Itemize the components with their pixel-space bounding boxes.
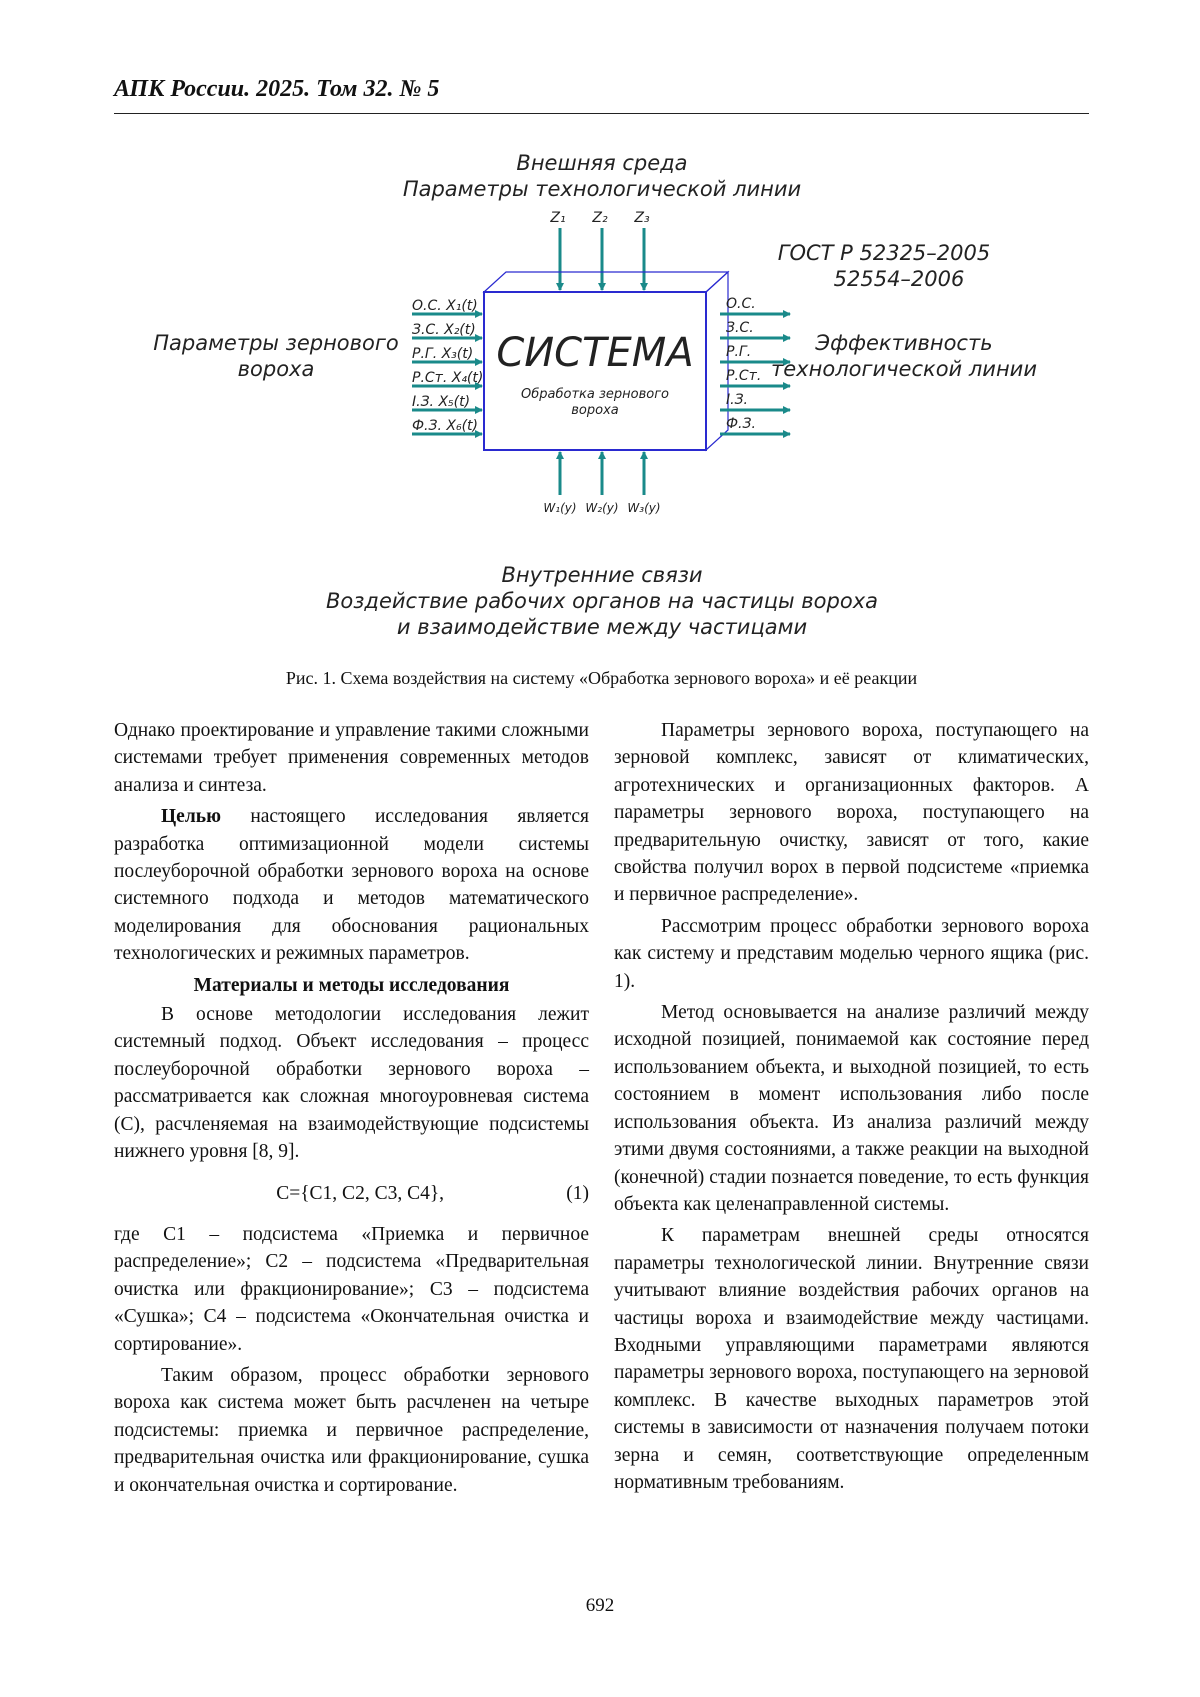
right-output-label: З.С. bbox=[726, 320, 754, 336]
box-subtitle-1: Обработка зернового bbox=[521, 387, 669, 402]
paragraph: Параметры зернового вороха, поступающего на зерновой комплекс, зависят от климатических, агротехнических и организационных факторов. А параметры зернового вороха, поступающего на предварительную очистку, зависят от того, какие свойства получил ворох в первой подсистеме «приемка и первичное распределение». bbox=[614, 720, 1089, 906]
formula-expression: С={С1, С2, С3, С4}, bbox=[276, 1182, 445, 1204]
paragraph: Рассмотрим процесс обработки зернового вороха как систему и представим моделью черного ящика (рис. 1). bbox=[614, 915, 1089, 992]
formula bbox=[114, 1180, 589, 1207]
right-output-label: О.С. bbox=[726, 296, 756, 312]
right-label-1: Эффективность bbox=[815, 331, 993, 355]
bottom-title: Внутренние связи bbox=[501, 563, 703, 587]
left-input-label: З.С. X₂(t) bbox=[412, 322, 476, 338]
right-output-label: Ф.З. bbox=[726, 416, 756, 432]
right-label-2: технологической линии bbox=[771, 357, 1037, 381]
paragraph: где С1 – подсистема «Приемка и первичное распределение»; С2 – подсистема «Предварительная очистка или фракционирование»; С3 – подсистема «Сушка»; С4 – подсистема «Окончательная очистка и сортирование». bbox=[114, 1223, 589, 1355]
left-column bbox=[114, 717, 589, 1503]
bottom-input-label: W₂(y) bbox=[585, 501, 619, 515]
bottom-line-3: и взаимодействие между частицами bbox=[396, 615, 808, 639]
paragraph: Метод основывается на анализе различий между исходной позицией, понимаемой как состояние перед использованием объекта, и выходной позицией, то есть состоянием в момент использования либо после использования объекта. Из анализа различий между этими двумя состояниями, а также реакции на выходной (конечной) стадии познается поведение, то есть функция объекта как целенаправленной системы. bbox=[614, 1002, 1089, 1215]
figure-black-box-diagram bbox=[114, 140, 1089, 660]
bottom-input-label: W₁(y) bbox=[543, 501, 577, 515]
top-input-label: Z₂ bbox=[592, 210, 608, 226]
figure-caption: Рис. 1. Схема воздействия на систему «Обработка зернового вороха» и её реакции bbox=[285, 668, 918, 688]
journal-header: АПК России. 2025. Том 32. № 5 bbox=[114, 76, 440, 102]
left-input-label: Ф.З. X₆(t) bbox=[412, 418, 478, 434]
left-input-label: I.З. X₅(t) bbox=[412, 394, 471, 410]
bottom-input-label: W₃(y) bbox=[627, 501, 661, 515]
section-heading: Материалы и методы исследования bbox=[193, 974, 510, 996]
paragraph-text: настоящего исследования является разработка оптимизационной модели системы послеуборочной обработки зернового вороха на основе системного подхода и методов математического моделирования для обоснования рациональных технологических и режимных параметров. bbox=[114, 806, 589, 965]
system-diagram bbox=[114, 140, 1089, 660]
gost-line-2: 52554–2006 bbox=[833, 267, 965, 291]
formula-number: (1) bbox=[566, 1182, 589, 1204]
top-subtitle: Параметры технологической линии bbox=[402, 177, 802, 201]
paragraph: Таким образом, процесс обработки зернового вороха как система может быть расчленен на четыре подсистемы: приемка и первичное распределение, предварительная очистка или фракционирование, сушка и окончательная очистка и сортирование. bbox=[114, 1364, 589, 1496]
right-output-label: Р.Г. bbox=[726, 344, 752, 360]
box-title: СИСТЕМА bbox=[496, 330, 694, 376]
left-input-label: Р.Г. X₃(t) bbox=[412, 346, 474, 362]
gost-line-1: ГОСТ Р 52325–2005 bbox=[777, 241, 991, 265]
page-number: 692 bbox=[585, 1595, 615, 1616]
top-title: Внешняя среда bbox=[516, 151, 688, 175]
bold-term: Целью bbox=[161, 806, 221, 828]
left-inputs bbox=[412, 298, 483, 434]
paragraph: В основе методологии исследования лежит системный подход. Объект исследования – процесс послеуборочной обработки зернового вороха – рассматривается как сложная многоуровневая система (С), расчленяемая на взаимодействующие подсистемы нижнего уровня [8, 9]. bbox=[114, 1004, 589, 1163]
left-label-1: Параметры зернового bbox=[153, 331, 399, 355]
left-label-2: вороха bbox=[237, 357, 315, 381]
left-input-label: О.С. X₁(t) bbox=[412, 298, 478, 314]
box-subtitle-2: вороха bbox=[571, 403, 619, 418]
paragraph: Однако проектирование и управление такими сложными системами требует применения современных методов анализа и синтеза. bbox=[114, 720, 589, 796]
right-column bbox=[614, 717, 1089, 1500]
top-input-label: Z₃ bbox=[634, 210, 650, 226]
paragraph: К параметрам внешней среды относятся параметры технологической линии. Внутренние связи учитывают влияние воздействия рабочих органов на частицы вороха и взаимодействие между частицами. Входными управляющими параметрами являются параметры зернового вороха, поступающего на зерновой комплекс. В качестве выходных параметров этой системы в зависимости от назначения получаем потоки зерна и семян, соответствующие определенным нормативным требованиям. bbox=[614, 1225, 1089, 1493]
header-rule bbox=[114, 113, 1089, 114]
top-input-label: Z₁ bbox=[550, 210, 566, 226]
right-output-label: I.З. bbox=[726, 392, 749, 408]
paragraph bbox=[114, 803, 589, 967]
bottom-line-2: Воздействие рабочих органов на частицы вороха bbox=[326, 589, 878, 613]
right-output-label: Р.Ст. bbox=[726, 368, 762, 384]
left-input-label: Р.Ст. X₄(t) bbox=[412, 370, 484, 386]
